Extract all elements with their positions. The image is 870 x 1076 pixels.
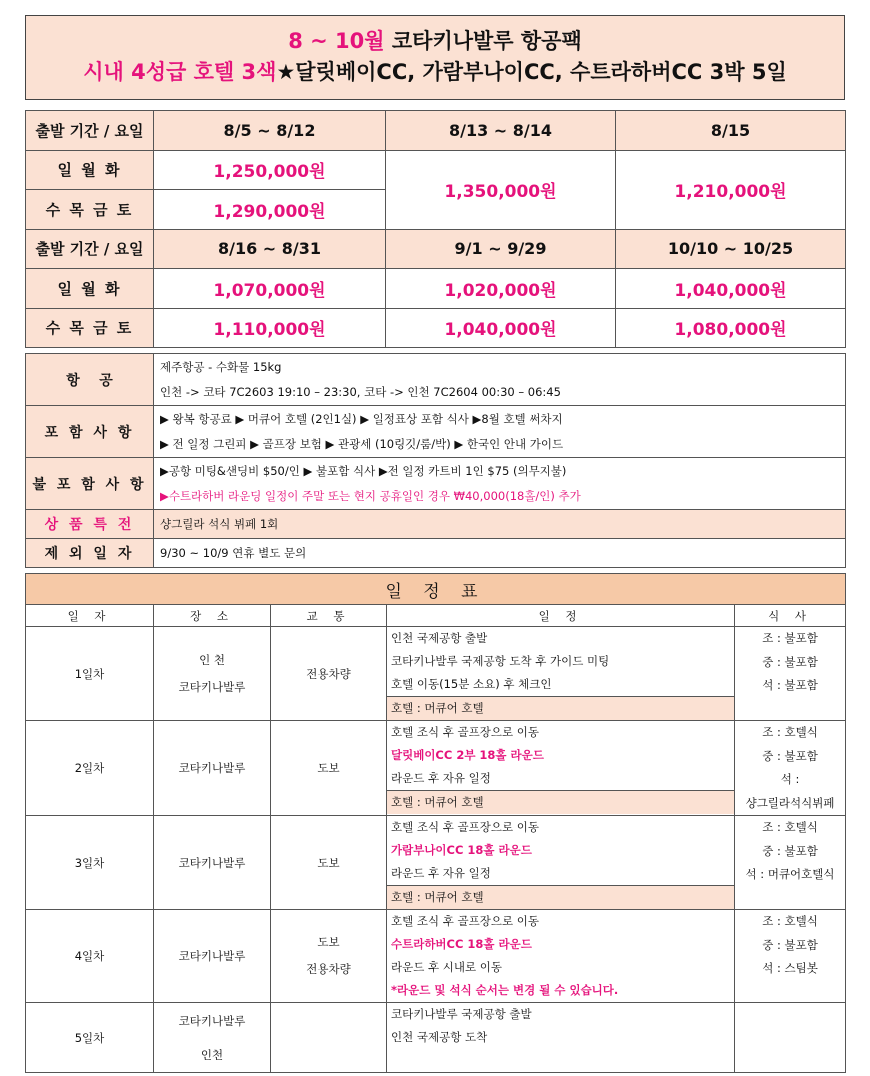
day-row-3 xyxy=(26,816,846,910)
period-row-2 xyxy=(26,229,846,269)
col-header-transport: 교 통 xyxy=(271,605,387,627)
air-label: 항 공 xyxy=(26,354,154,406)
notice-line: *라운드 및 석식 순서는 변경 될 수 있습니다. xyxy=(391,983,619,997)
place-cell xyxy=(154,627,271,721)
excluded-value xyxy=(154,458,846,510)
col-header-place: 장 소 xyxy=(154,605,271,627)
price-cell: 1,040,000원 xyxy=(616,269,846,309)
itinerary-cell xyxy=(387,816,735,910)
price-cell: 1,350,000원 xyxy=(386,150,616,229)
meal-line: 석 : 불포함 xyxy=(762,678,818,692)
info-table xyxy=(25,353,846,568)
place: 코타키나발루 xyxy=(178,679,246,694)
meal-line: 중 : 불포함 xyxy=(762,937,818,952)
itinerary-cell xyxy=(387,721,735,816)
air-line: 제주항공 - 수화물 15kg xyxy=(160,359,282,374)
day-label: 1일차 xyxy=(26,627,154,721)
place-cell: 코타키나발루 xyxy=(154,816,271,910)
itinerary-line: 호텔 이동(15분 소요) 후 체크인 xyxy=(391,677,552,691)
place-cell xyxy=(154,1003,271,1073)
weekday-label: 일 월 화 xyxy=(26,269,154,309)
included-label: 포 함 사 항 xyxy=(26,406,154,458)
meal-line: 중 : 불포함 xyxy=(762,748,818,763)
air-value xyxy=(154,354,846,406)
round-line: 수트라하버CC 18홀 라운드 xyxy=(391,937,532,951)
place-cell: 코타키나발루 xyxy=(154,721,271,816)
period-cell: 9/1 ~ 9/29 xyxy=(386,229,616,269)
itinerary-line: 라운드 후 자유 일정 xyxy=(391,771,491,785)
meal-line: 조 : 호텔식 xyxy=(762,914,818,928)
schedule-title: 일 정 표 xyxy=(26,574,846,605)
weekday-label: 수 목 금 토 xyxy=(26,190,154,230)
meal-cell xyxy=(735,910,846,1003)
place-cell: 코타키나발루 xyxy=(154,910,271,1003)
included-row xyxy=(26,406,846,458)
meal-line: 석 : 스팀봇 xyxy=(762,961,818,975)
header-hotel: 시내 4성급 호텔 3색 xyxy=(83,60,277,84)
period-row-1 xyxy=(26,111,846,151)
excluded-line: ▶공항 미팅&샌딩비 $50/인 ▶ 불포함 식사 ▶전 일정 카트비 1인 $75 (의무지불) xyxy=(160,463,567,478)
itinerary-line: 라운드 후 시내로 이동 xyxy=(391,960,502,974)
meal-line: 중 : 불포함 xyxy=(762,843,818,858)
schedule-table xyxy=(25,573,846,1073)
meal-cell xyxy=(735,721,846,816)
package-header xyxy=(25,15,845,100)
transport: 전용차량 xyxy=(306,962,351,976)
day-label: 2일차 xyxy=(26,721,154,816)
special-label: 상 품 특 전 xyxy=(26,510,154,539)
itinerary-line: 라운드 후 자유 일정 xyxy=(391,866,491,880)
itinerary-cell xyxy=(387,1003,735,1073)
itinerary-line: 인천 국제공항 출발 xyxy=(391,631,488,645)
itinerary-cell xyxy=(387,910,735,1003)
day-row-4 xyxy=(26,910,846,1003)
header-package-name: 코타키나발루 항공팩 xyxy=(384,29,582,53)
transport-cell xyxy=(271,1003,387,1073)
meal-line: 샹그릴라석식뷔페 xyxy=(745,795,835,810)
itinerary-line: 코타키나발루 국제공항 출발 xyxy=(391,1007,532,1021)
price-cell: 1,080,000원 xyxy=(616,308,846,348)
period-cell: 8/15 xyxy=(616,111,846,151)
price-cell: 1,250,000원 xyxy=(154,150,386,190)
round-line: 달릿베이CC 2부 18홀 라운드 xyxy=(391,748,544,762)
header-courses: ★달릿베이CC, 가람부나이CC, 수트라하버CC 3박 5일 xyxy=(276,60,787,84)
transport-cell: 도보 xyxy=(271,816,387,910)
day-label: 5일차 xyxy=(26,1003,154,1073)
price-row-mon xyxy=(26,269,846,309)
price-cell: 1,070,000원 xyxy=(154,269,386,309)
meal-line: 조 : 호텔식 xyxy=(762,725,818,739)
transport-cell xyxy=(271,910,387,1003)
round-line: 가람부나이CC 18홀 라운드 xyxy=(391,843,532,857)
itinerary-line: 호텔 조식 후 골프장으로 이동 xyxy=(391,914,539,928)
included-line: ▶ 전 일정 그린피 ▶ 골프장 보험 ▶ 관광세 (10링깃/룸/박) ▶ 한국인 안내 가이드 xyxy=(160,436,564,451)
weekday-label: 수 목 금 토 xyxy=(26,308,154,348)
transport-cell: 전용차량 xyxy=(271,627,387,721)
meal-cell xyxy=(735,816,846,910)
special-value: 샹그릴라 석식 뷔페 1회 xyxy=(154,510,846,539)
transport-cell: 도보 xyxy=(271,721,387,816)
air-row xyxy=(26,354,846,406)
meal-cell xyxy=(735,1003,846,1073)
col-header-itinerary: 일 정 xyxy=(387,605,735,627)
itinerary-line: 호텔 조식 후 골프장으로 이동 xyxy=(391,820,539,834)
except-label: 제 외 일 자 xyxy=(26,539,154,568)
except-row xyxy=(26,539,846,568)
col-header-meals: 식 사 xyxy=(735,605,846,627)
meal-line: 조 : 불포함 xyxy=(762,631,818,645)
price-cell: 1,110,000원 xyxy=(154,308,386,348)
place: 코타키나발루 xyxy=(178,1013,246,1028)
period-cell: 8/13 ~ 8/14 xyxy=(386,111,616,151)
air-line: 인천 -> 코타 7C2603 19:10 – 23:30, 코타 -> 인천 7C2604 00:30 – 06:45 xyxy=(160,384,561,399)
period-cell: 8/16 ~ 8/31 xyxy=(154,229,386,269)
schedule-header-row xyxy=(26,605,846,627)
day-row-2 xyxy=(26,721,846,816)
period-label: 출발 기간 / 요일 xyxy=(26,229,154,269)
hotel-line: 호텔 : 머큐어 호텔 xyxy=(387,790,734,814)
period-cell: 10/10 ~ 10/25 xyxy=(616,229,846,269)
itinerary-line: 호텔 조식 후 골프장으로 이동 xyxy=(391,725,539,739)
header-line-2 xyxy=(26,56,844,88)
excluded-label: 불 포 함 사 항 xyxy=(26,458,154,510)
col-header-day: 일 자 xyxy=(26,605,154,627)
weekday-label: 일 월 화 xyxy=(26,150,154,190)
price-row-thu xyxy=(26,308,846,348)
included-value xyxy=(154,406,846,458)
header-months: 8 ~ 10월 xyxy=(288,29,385,53)
meal-line: 석 : xyxy=(780,772,800,786)
itinerary-line: 코타키나발루 국제공항 도착 후 가이드 미팅 xyxy=(391,654,610,668)
meal-line: 중 : 불포함 xyxy=(762,654,818,669)
price-cell: 1,040,000원 xyxy=(386,308,616,348)
price-row-mon xyxy=(26,150,846,190)
itinerary-cell xyxy=(387,627,735,721)
except-value: 9/30 ~ 10/9 연휴 별도 문의 xyxy=(154,539,846,568)
period-cell: 8/5 ~ 8/12 xyxy=(154,111,386,151)
price-cell: 1,290,000원 xyxy=(154,190,386,230)
header-line-1 xyxy=(26,26,844,56)
place: 인 천 xyxy=(199,652,225,667)
meal-cell xyxy=(735,627,846,721)
day-row-5 xyxy=(26,1003,846,1073)
price-table xyxy=(25,110,846,348)
meal-line: 조 : 호텔식 xyxy=(762,820,818,834)
period-label: 출발 기간 / 요일 xyxy=(26,111,154,151)
price-cell: 1,020,000원 xyxy=(386,269,616,309)
day-row-1 xyxy=(26,627,846,721)
meal-line: 석 : 머큐어호텔식 xyxy=(745,867,835,881)
transport: 도보 xyxy=(317,935,340,949)
hotel-line: 호텔 : 머큐어 호텔 xyxy=(387,885,734,909)
hotel-line: 호텔 : 머큐어 호텔 xyxy=(387,696,734,720)
day-label: 3일차 xyxy=(26,816,154,910)
excluded-surcharge-line: ▶수트라하버 라운딩 일정이 주말 또는 현지 공휴일인 경우 ₩40,000(18홀/인) 추가 xyxy=(160,488,581,503)
price-cell: 1,210,000원 xyxy=(616,150,846,229)
excluded-row xyxy=(26,458,846,510)
day-label: 4일차 xyxy=(26,910,154,1003)
place: 인천 xyxy=(200,1047,224,1062)
included-line: ▶ 왕복 항공료 ▶ 머큐어 호텔 (2인1실) ▶ 일정표상 포함 식사 ▶8월 호텔 써차지 xyxy=(160,411,563,426)
special-row xyxy=(26,510,846,539)
itinerary-line: 인천 국제공항 도착 xyxy=(391,1030,488,1044)
